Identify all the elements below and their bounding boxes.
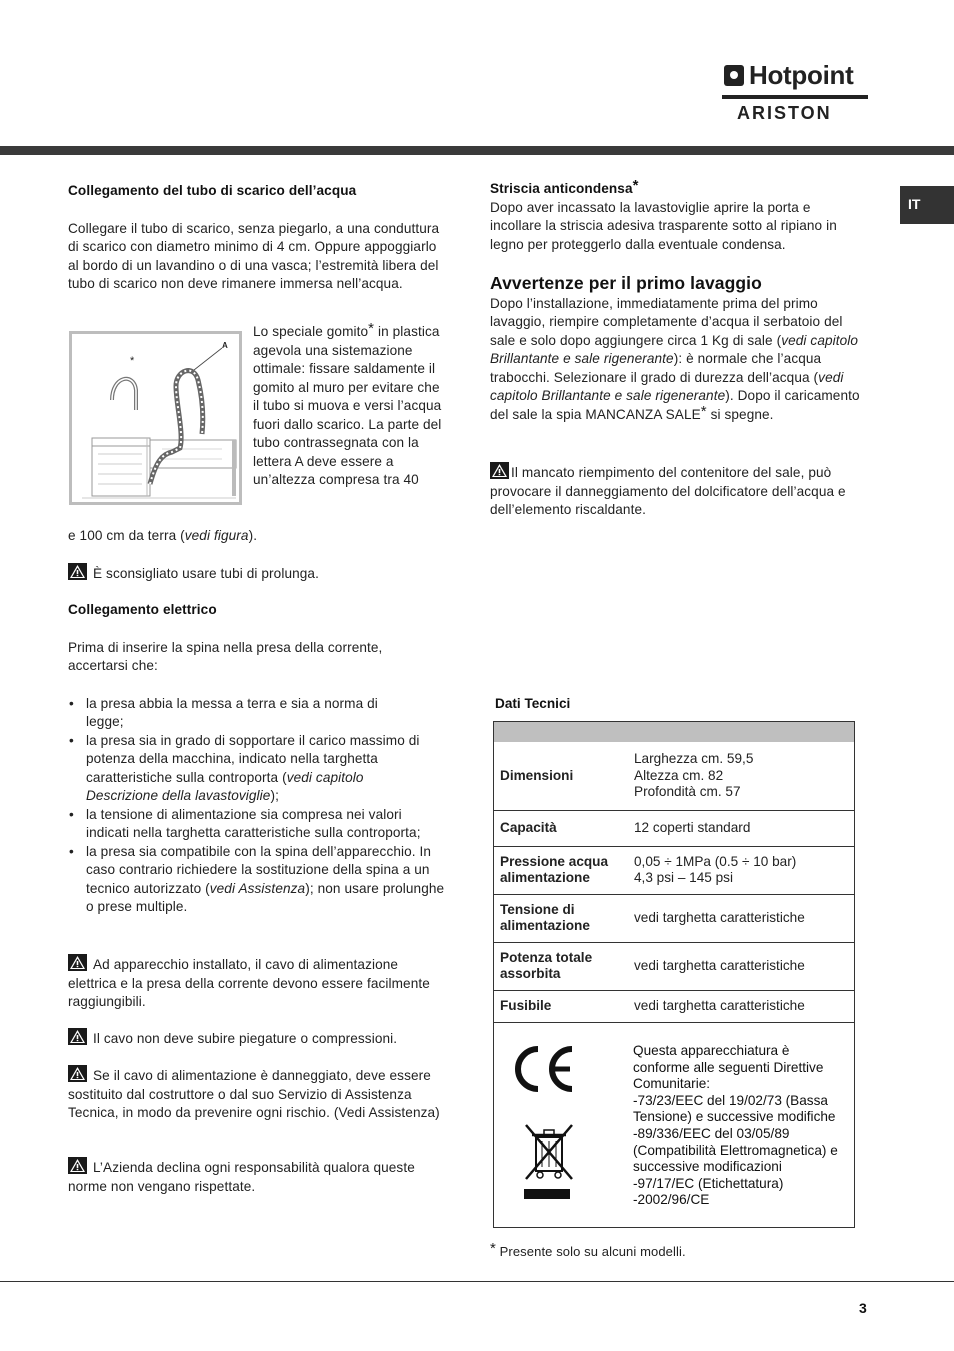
warning-extension [68, 563, 440, 584]
warning-company-text: L’Azienda declina ogni responsabilità qualora queste norme non vengano rispettate. [68, 1160, 415, 1194]
footnote [490, 1240, 790, 1262]
strip-text: Dopo aver incassato la lavastoviglie aprire la porta e incollare la striscia adesiva trasparente sotto al ripiano in legno per proteggerlo dalla eventuale condensa. [490, 199, 837, 252]
brand-name: Hotpoint [749, 60, 854, 90]
first-wash-section [490, 274, 864, 424]
warning-access-text: Ad apparecchio installato, il cavo di alimentazione elettrica e la presa della corrente devono essere facilmente raggiungibili. [68, 957, 430, 1009]
warning-icon [68, 1028, 87, 1045]
elec-intro: Prima di inserire la spina nella presa della corrente, accertarsi che: [68, 639, 383, 673]
table-key: Potenza totale assorbita [494, 942, 628, 990]
footnote-text: Presente solo su alcuni modelli. [499, 1244, 686, 1259]
brand-logo [722, 62, 868, 124]
first-wash-text: Dopo l’installazione, immediatamente prima del primo lavaggio, riempire completamente d’acqua il serbatoio del sale e solo dopo aggiungere circa 1 Kg di sale (vedi capitolo Brillantante e sale rigenerante): è normale che l’acqua trabocchi. Selezionare il grado di durezza dell’acqua (vedi capitolo Brillantante e sale rigenerante). Dopo il caricamento del sale la spia MANCANZA SALE* si spegne. [490, 295, 860, 422]
footnote-star: * [490, 1240, 496, 1257]
list-item: • la presa sia compatibile con la spina dell’apparecchio. In caso contrario richiedere la sostituzione della spina a un tecnico autorizzato (vedi Assistenza); non usare prolunghe o prese multiple. [68, 843, 448, 917]
warning-bend-text: Il cavo non deve subire piegature o compressioni. [93, 1031, 398, 1046]
strip-section [490, 177, 862, 254]
table-key: Fusibile [494, 990, 628, 1022]
logo-rule [722, 95, 868, 99]
warning-icon [68, 563, 87, 580]
table-value: Larghezza cm. 59,5 Altezza cm. 82 Profondità cm. 57 [634, 751, 754, 799]
warning-icon [68, 1065, 87, 1082]
elbow-text-cont [68, 527, 440, 546]
table-row [494, 810, 854, 846]
warning-salt [490, 462, 864, 520]
warning-company [68, 1157, 440, 1196]
page-number: 3 [859, 1300, 867, 1316]
language-tab-label: IT [908, 196, 921, 212]
table-value: vedi targhetta caratteristiche [628, 990, 854, 1022]
tech-title: Dati Tecnici [495, 696, 571, 711]
warning-icon [68, 954, 87, 971]
table-row [494, 846, 854, 894]
table-key: Capacità [494, 810, 628, 846]
ce-mark-icon [510, 1041, 580, 1097]
drain-text: Collegare il tubo di scarico, senza piegarlo, a una conduttura di scarico con diametro minimo di 4 cm. Oppure appoggiarlo al bordo di un lavandino o di una vasca; l’estremità libera del tubo di scarico non deve rimanere immersa nell’acqua. [68, 220, 440, 291]
figure-label-a: A [222, 341, 228, 350]
elbow-text-start: Lo speciale gomito [253, 324, 369, 339]
elec-bullet-list [68, 695, 446, 917]
elbow-text-rest: in plastica agevola una sistemazione ottimale: fissare saldamente il gomito al muro per evitare che il tubo si muova e versi l’acqua fuori dallo scarico. La parte del tubo contrassegnata con la lettera A deve essere a un’altezza compresa tra 40 [253, 324, 442, 487]
strip-title: Striscia anticondensa* [490, 177, 639, 196]
electric-section [68, 601, 446, 917]
table-key: Pressione acqua alimentazione [494, 846, 628, 894]
elbow-cont-text: e 100 cm da terra ( [68, 528, 185, 543]
tech-table [493, 721, 855, 1228]
elbow-cont-italic: vedi figura [184, 528, 249, 543]
list-item: • la tensione di alimentazione sia compresa nei valori indicati nella targhetta caratteristiche sulla controporta; [68, 806, 436, 843]
list-item: • la presa abbia la messa a terra e sia a norma di legge; [68, 695, 416, 732]
table-key: Dimensioni [500, 767, 574, 783]
figure-label-star: * [130, 355, 135, 367]
table-row [494, 742, 854, 810]
table-key: Tensione di alimentazione [494, 894, 628, 942]
hose-figure [69, 331, 242, 505]
brand-sub: ARISTON [737, 103, 832, 123]
table-row [494, 990, 854, 1022]
elbow-text [253, 320, 443, 490]
table-row [494, 942, 854, 990]
first-wash-title: Avvertenze per il primo lavaggio [490, 273, 762, 293]
table-value: 12 coperti standard [628, 810, 854, 846]
table-value: vedi targhetta caratteristiche [628, 942, 854, 990]
drain-section [68, 182, 440, 294]
header-bar [0, 146, 954, 155]
directives-row [494, 1022, 854, 1227]
tech-table-header [494, 722, 854, 742]
logo-square-icon [724, 65, 744, 86]
warning-salt-text: Il mancato riempimento del contenitore del sale, può provocare il danneggiamento del dolcificatore dell’acqua e dell’elemento riscaldante. [490, 465, 846, 517]
elec-title: Collegamento elettrico [68, 602, 217, 617]
warning-icon [490, 462, 509, 479]
footer-rule [0, 1281, 954, 1282]
table-value: 0,05 ÷ 1MPa (0.5 ÷ 10 bar) 4,3 psi – 145 psi [628, 846, 854, 894]
language-tab [900, 186, 954, 224]
warning-access [68, 954, 440, 1012]
drain-title: Collegamento del tubo di scarico dell’acqua [68, 183, 357, 198]
directives-text: Questa apparecchiatura è conforme alle seguenti Direttive Comunitarie: -73/23/EEC del 19/02/73 (Bassa Tensione) e successive modifiche -89/336/EEC del 03/05/89 (Compatibilità Elettromagnetica) e successive modificazioni -97/17/EC (Etichettatura) -2002/96/CE [633, 1043, 838, 1208]
weee-bin-icon [520, 1123, 580, 1203]
warning-bend [68, 1028, 440, 1049]
warning-damaged [68, 1065, 440, 1123]
hose-diagram [72, 334, 239, 502]
table-value: vedi targhetta caratteristiche [628, 894, 854, 942]
elbow-cont-end: ). [248, 528, 258, 543]
warning-damaged-text: Se il cavo di alimentazione è danneggiato, deve essere sostituito dal costruttore o dal suo Servizio di Assistenza Tecnica, in modo da prevenire ogni rischio. (Vedi Assistenza) [68, 1068, 440, 1120]
table-row [494, 894, 854, 942]
elbow-star: * [368, 320, 375, 337]
list-item: • la presa sia in grado di sopportare il carico massimo di potenza della macchina, indicato nella targhetta caratteristiche sulla controporta (vedi capitolo Descrizione della lavastoviglie); [68, 732, 436, 806]
tech-table-body [494, 742, 854, 1022]
warning-extension-text: È sconsigliato usare tubi di prolunga. [93, 566, 319, 581]
warning-icon [68, 1157, 87, 1174]
